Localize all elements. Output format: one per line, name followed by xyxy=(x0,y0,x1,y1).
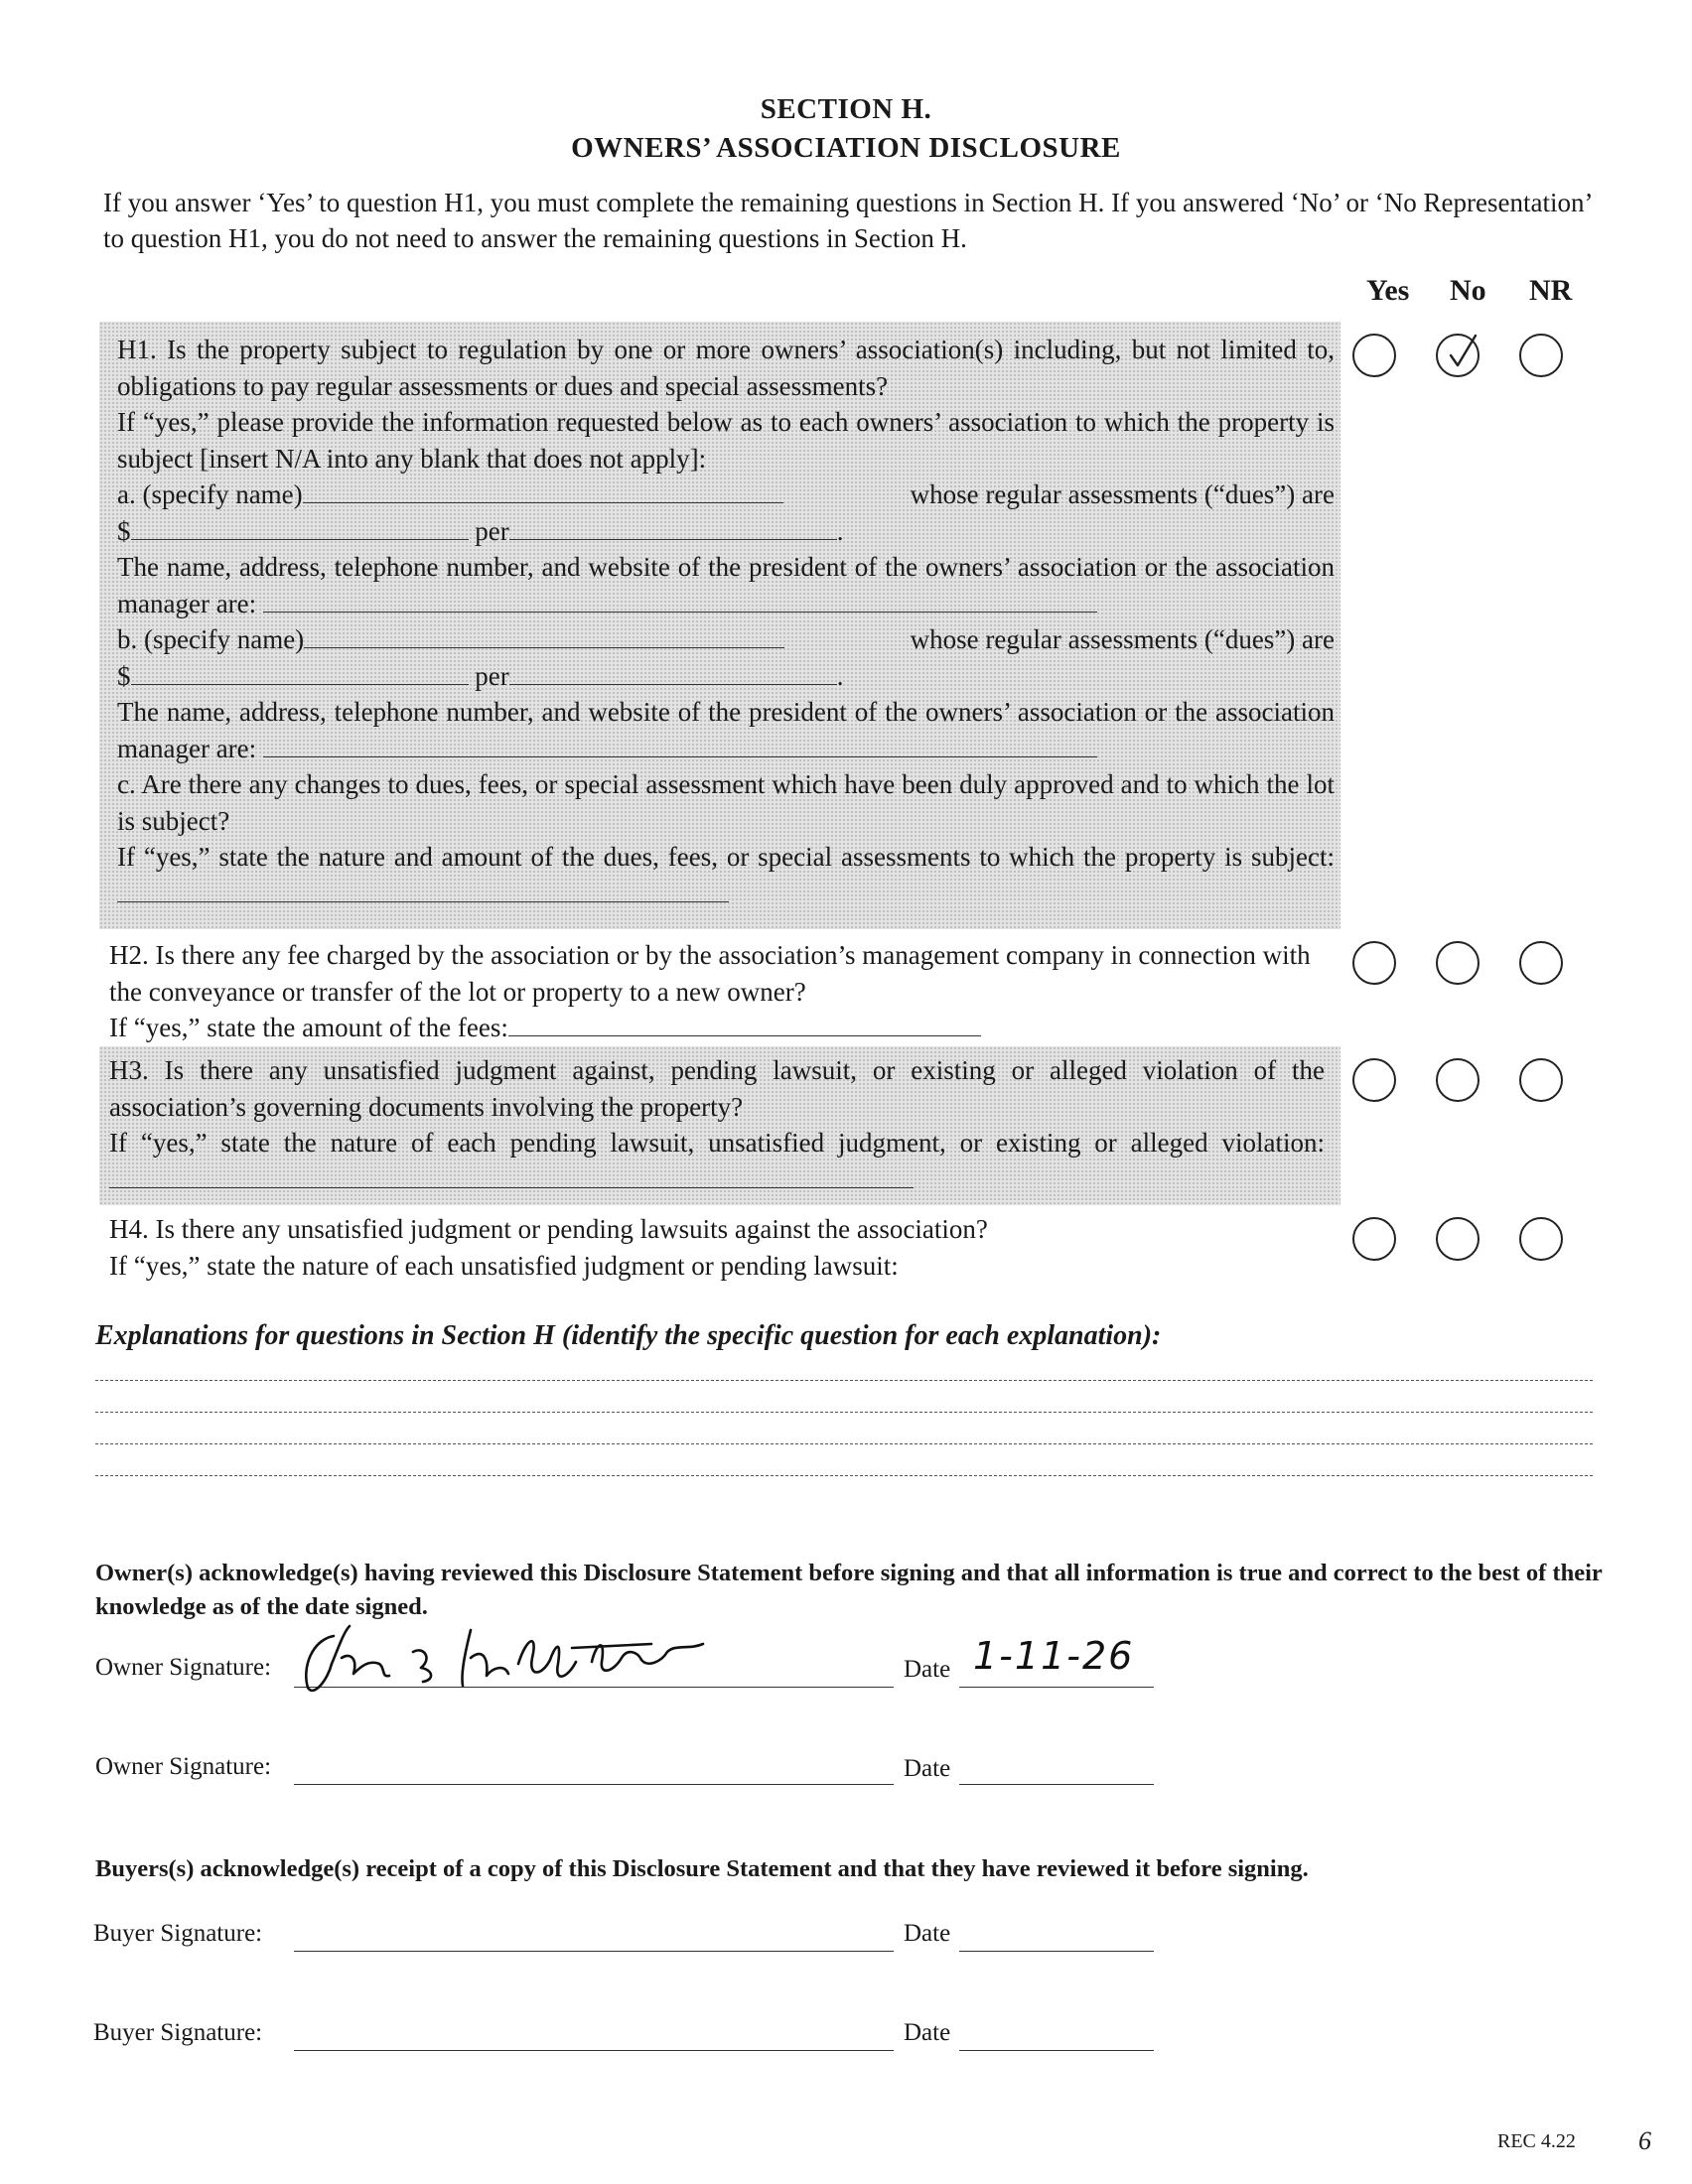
h1-b-whose: whose regular assessments (“dues”) are xyxy=(910,624,1335,654)
h1-c-ifyes-row xyxy=(117,839,1335,911)
owner-signature-label-2: Owner Signature: xyxy=(95,1753,272,1780)
h1-b-label: b. (specify name) xyxy=(117,624,305,654)
h1-b-per: per xyxy=(475,660,509,691)
buyer-signature-label-2: Buyer Signature: xyxy=(93,2019,263,2046)
h1-no-check-icon xyxy=(1442,334,1481,377)
h1-c-field[interactable] xyxy=(117,878,729,902)
owner-handwritten-signature xyxy=(294,1618,810,1698)
h1-b-contact-field[interactable] xyxy=(263,733,1097,757)
h2-nr-radio[interactable] xyxy=(1519,941,1563,985)
explanation-line[interactable] xyxy=(95,1443,1593,1444)
h2-line: H2. Is there any fee charged by the association or by the association’s management company in connection with the conveyance or transfer of the lot or property to a new owner? xyxy=(109,940,1311,1007)
h1-b-period-field[interactable] xyxy=(509,660,837,685)
h1-line1: H1. Is the property subject to regulation by one or more owners’ association(s) including, but not limited to, obligations to pay regular assessments or dues and special assessments? xyxy=(117,335,1335,401)
h2-no-radio[interactable] xyxy=(1436,941,1480,985)
h1-b-amount-field[interactable] xyxy=(131,660,469,685)
buyer-signature-label-1: Buyer Signature: xyxy=(93,1920,263,1947)
h1-line2: If “yes,” please provide the information requested below as to each owners’ association to which the property is subject [insert N/A into any blank that does not apply]: xyxy=(117,407,1335,474)
h2-ifyes-row xyxy=(109,1010,1331,1046)
h1-a-row xyxy=(117,477,1335,513)
h3-nr-radio[interactable] xyxy=(1519,1058,1563,1102)
section-subtitle: OWNERS’ ASSOCIATION DISCLOSURE xyxy=(571,132,1121,164)
h3-yes-radio[interactable] xyxy=(1352,1058,1396,1102)
col-header-yes: Yes xyxy=(1366,274,1410,307)
h3-ifyes-row xyxy=(109,1125,1325,1197)
h1-a-name-field[interactable] xyxy=(303,478,783,503)
h1-b-amount-row xyxy=(117,658,1335,695)
owner-date-label-2: Date xyxy=(904,1755,951,1782)
h1-no-radio[interactable] xyxy=(1436,334,1480,377)
h1-c-ifyes-label: If “yes,” state the nature and amount of the dues, fees, or special assessments to which the property is subject: xyxy=(117,842,1335,872)
h3-question xyxy=(109,1052,1325,1197)
h1-c-line: c. Are there any changes to dues, fees, or special assessment which have been duly approved and to which the lot is subject? xyxy=(117,769,1335,836)
h3-field[interactable] xyxy=(109,1163,914,1188)
explanation-line[interactable] xyxy=(95,1380,1593,1381)
owner-acknowledgement: Owner(s) acknowledge(s) having reviewed this Disclosure Statement before signing and that all information is true and correct to the best of their knowledge as of the date signed. xyxy=(95,1560,1603,1620)
h1-a-period-dot: . xyxy=(836,515,844,546)
page-number-mark: 6 xyxy=(1638,2126,1651,2155)
h1-b-contact-label: The name, address, telephone number, and website of the president of the owners’ association or the association manager are: xyxy=(117,697,1335,763)
h4-no-radio[interactable] xyxy=(1436,1217,1480,1261)
h1-b-row xyxy=(117,621,1335,658)
h1-b-period-dot: . xyxy=(836,660,844,691)
h1-a-period-field[interactable] xyxy=(509,515,837,540)
h1-b-dollar: $ xyxy=(117,660,131,691)
explanation-line[interactable] xyxy=(95,1412,1593,1413)
owner-signature-label: Owner Signature: xyxy=(95,1654,272,1681)
h1-nr-radio[interactable] xyxy=(1519,334,1563,377)
buyer-acknowledgement: Buyers(s) acknowledge(s) receipt of a copy of this Disclosure Statement and that they have reviewed it before signing. xyxy=(95,1855,1309,1882)
buyer-date-label-1: Date xyxy=(904,1920,951,1947)
h2-ifyes-label: If “yes,” state the amount of the fees: xyxy=(109,1013,508,1042)
h1-a-contact-row xyxy=(117,549,1335,621)
h1-a-contact-label: The name, address, telephone number, and website of the president of the owners’ association or the association manager are: xyxy=(117,552,1335,618)
col-header-no: No xyxy=(1450,274,1486,307)
h3-ifyes-label: If “yes,” state the nature of each pending lawsuit, unsatisfied judgment, or existing or alleged violation: xyxy=(109,1128,1325,1158)
h2-fee-field[interactable] xyxy=(508,1012,981,1036)
owner-date-field-1[interactable] xyxy=(959,1686,1154,1688)
h3-line: H3. Is there any unsatisfied judgment against, pending lawsuit, or existing or alleged violation of the association’s governing documents involving the property? xyxy=(109,1055,1325,1122)
form-code: REC 4.22 xyxy=(1497,2130,1576,2152)
owner-signature-field-2[interactable] xyxy=(294,1783,894,1785)
h1-a-amount-field[interactable] xyxy=(131,515,469,540)
h1-a-amount-row xyxy=(117,513,1335,550)
h1-a-dollar: $ xyxy=(117,515,131,546)
buyer-date-field-1[interactable] xyxy=(959,1950,1154,1952)
h1-question xyxy=(117,332,1335,911)
owner-date-value-1: 1-11-26 xyxy=(973,1634,1135,1678)
explanations-heading: Explanations for questions in Section H (identify the specific question for each explanation): xyxy=(95,1320,1162,1351)
explanation-line[interactable] xyxy=(95,1475,1593,1476)
h1-b-name-field[interactable] xyxy=(304,623,784,648)
h4-yes-radio[interactable] xyxy=(1352,1217,1396,1261)
col-header-nr: NR xyxy=(1529,274,1573,307)
h4-line: H4. Is there any unsatisfied judgment or pending lawsuits against the association? xyxy=(109,1214,988,1244)
h1-a-label: a. (specify name) xyxy=(117,479,303,509)
buyer-signature-field-2[interactable] xyxy=(294,2049,894,2051)
h1-b-contact-row xyxy=(117,694,1335,766)
h3-no-radio[interactable] xyxy=(1436,1058,1480,1102)
section-title: SECTION H. xyxy=(760,93,932,125)
h4-nr-radio[interactable] xyxy=(1519,1217,1563,1261)
intro-text: If you answer ‘Yes’ to question H1, you must complete the remaining questions in Section H. If you answered ‘No’ or ‘No Representation’ to question H1, you do not need to answer the remaining questions in Section H. xyxy=(103,188,1592,253)
h2-question xyxy=(109,937,1331,1046)
h4-question xyxy=(109,1211,1331,1284)
h1-a-contact-field[interactable] xyxy=(263,588,1097,613)
h2-yes-radio[interactable] xyxy=(1352,941,1396,985)
h4-ifyes: If “yes,” state the nature of each unsatisfied judgment or pending lawsuit: xyxy=(109,1250,899,1281)
buyer-date-label-2: Date xyxy=(904,2019,951,2046)
owner-date-field-2[interactable] xyxy=(959,1783,1154,1785)
buyer-signature-field-1[interactable] xyxy=(294,1950,894,1952)
owner-date-label-1: Date xyxy=(904,1656,951,1683)
h1-a-per: per xyxy=(475,515,509,546)
h1-a-whose: whose regular assessments (“dues”) are xyxy=(910,479,1335,509)
buyer-date-field-2[interactable] xyxy=(959,2049,1154,2051)
h1-yes-radio[interactable] xyxy=(1352,334,1396,377)
